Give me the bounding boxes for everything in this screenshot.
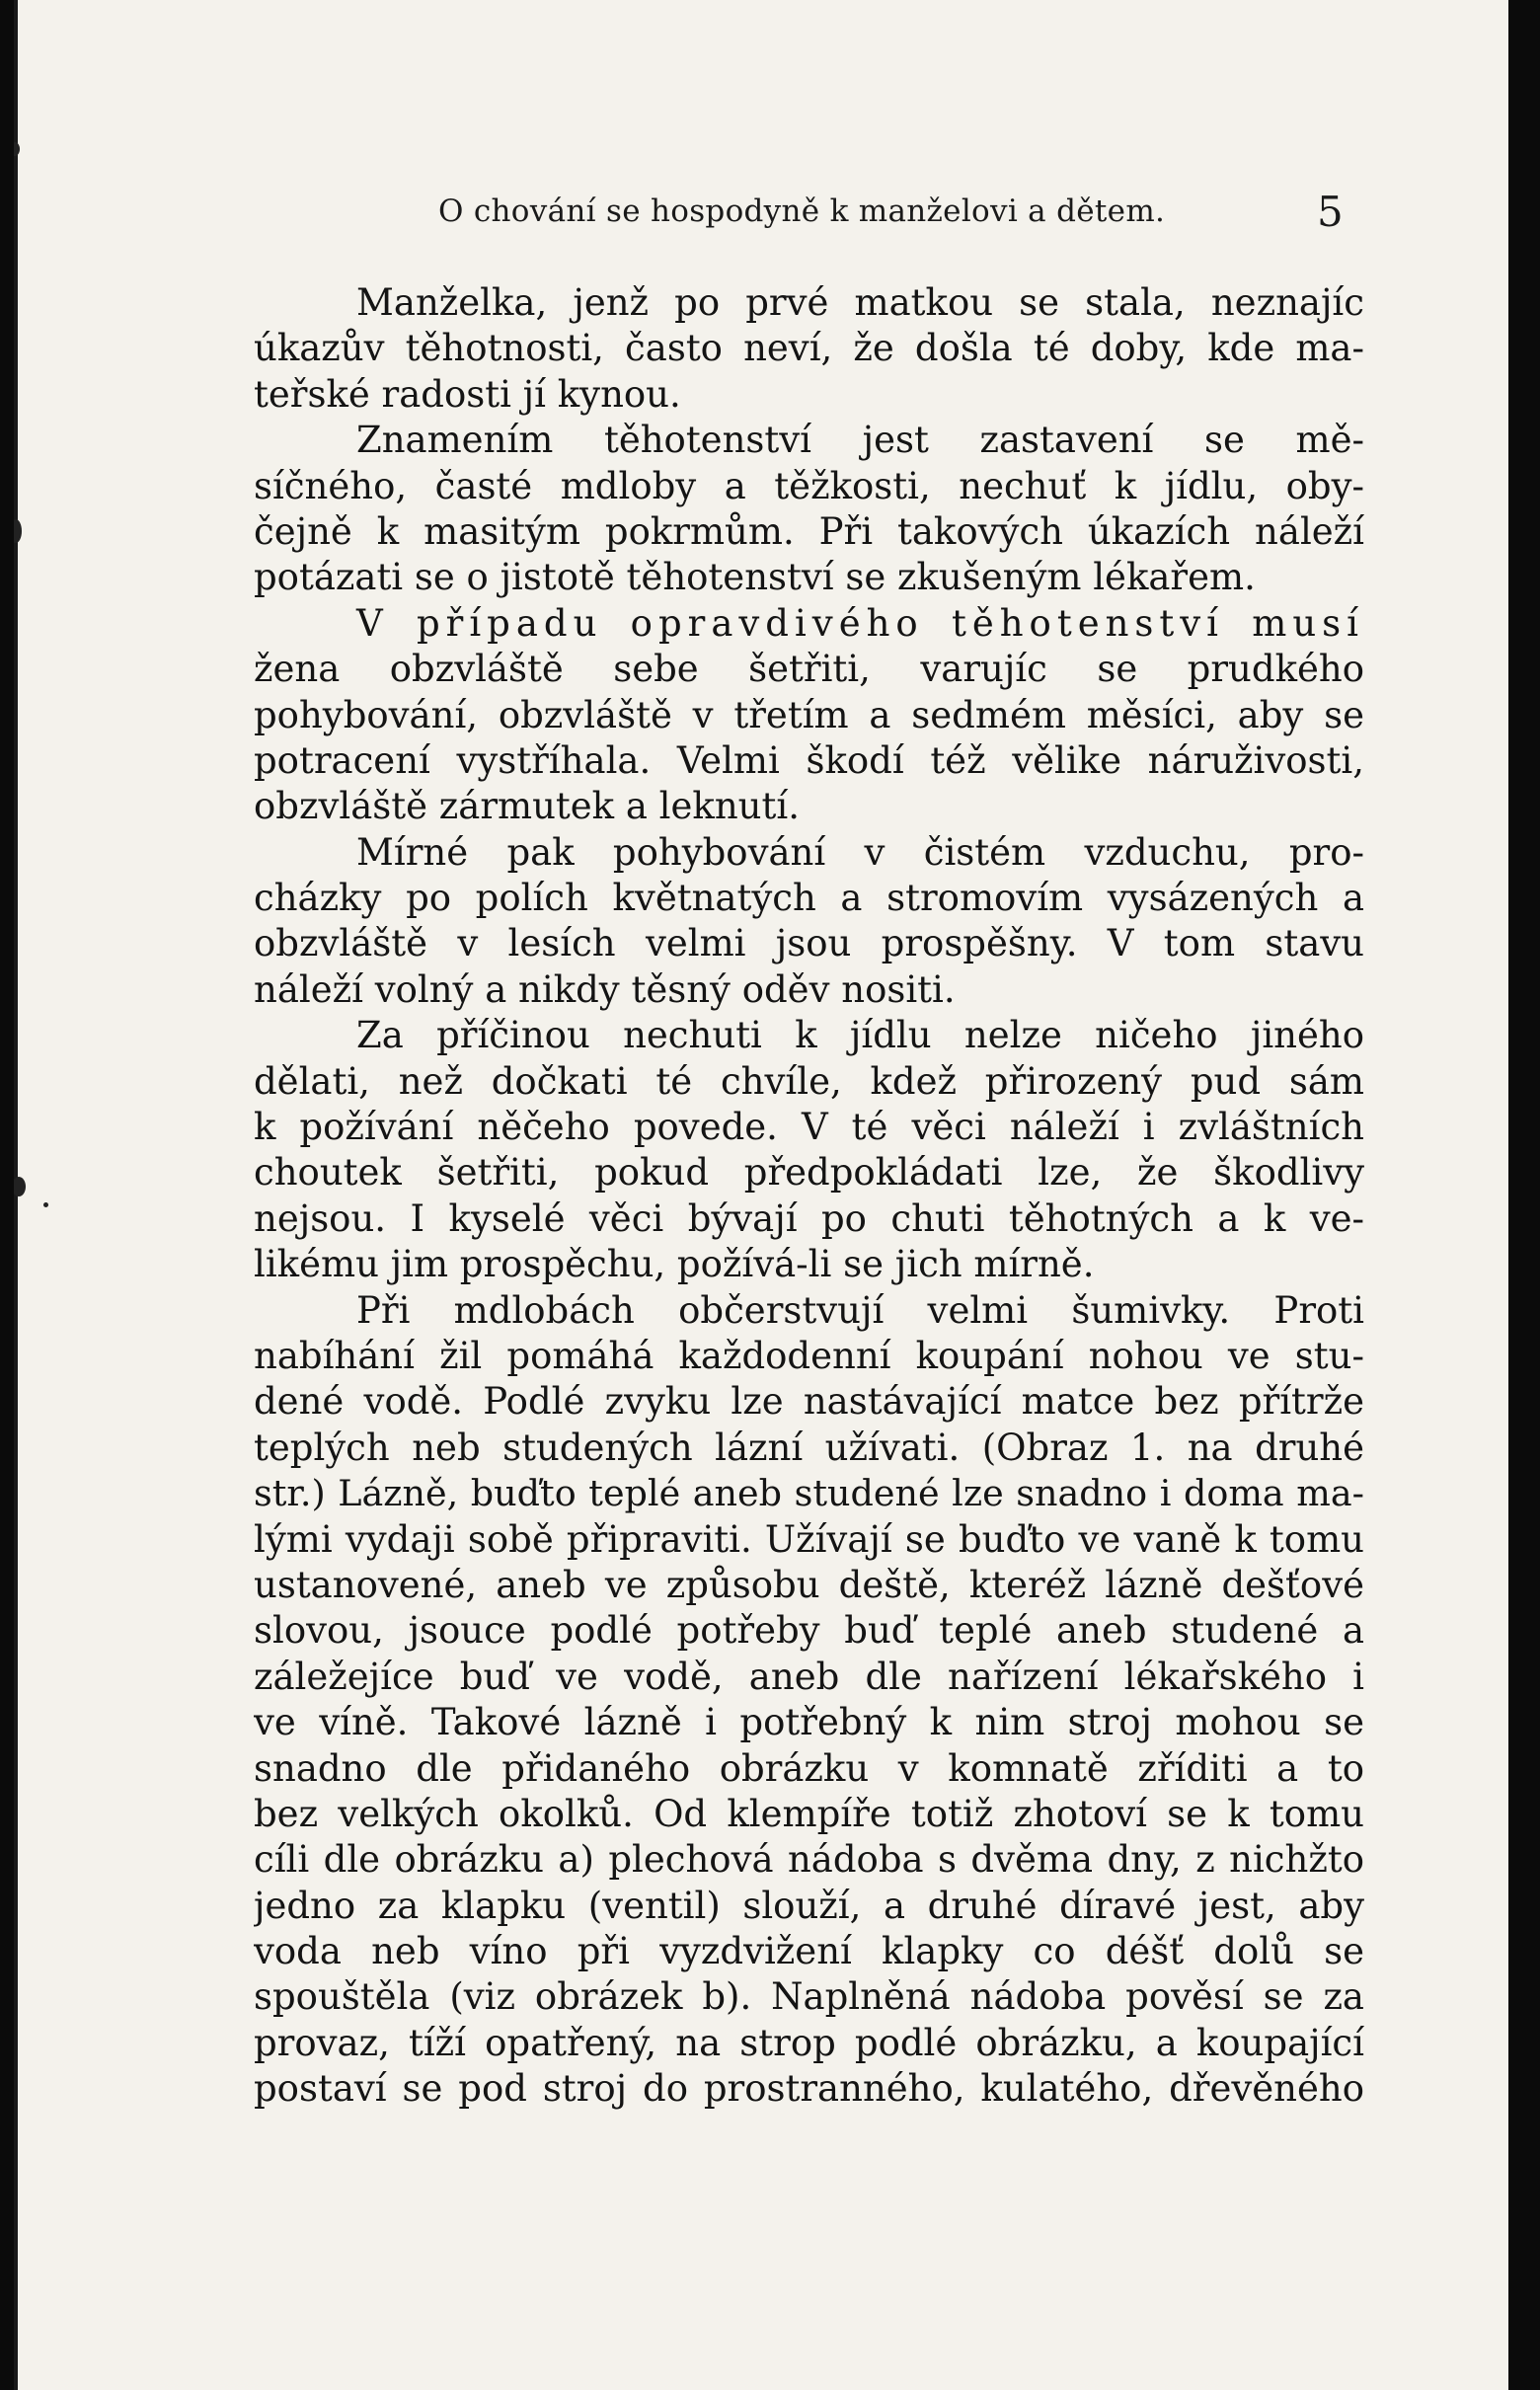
text-line: str.) Lázně, buďto teplé aneb studené lze snadno i doma ma- <box>254 1472 1364 1515</box>
text-line: bez velkých okolků. Od klempíře totiž zhotoví se k tomu <box>254 1792 1364 1835</box>
text-line: pohybování, obzvláště v třetím a sedmém měsíci, aby se <box>254 693 1364 736</box>
text-line: ve víně. Takové lázně i potřebný k nim stroj mohou se <box>254 1701 1364 1744</box>
text-line: Při mdlobách občerstvují velmi šumivky. Proti <box>356 1288 1364 1332</box>
text-line: spouštěla (viz obrázek b). Naplněná nádoba pověsí se za <box>254 1975 1364 2019</box>
text-line: snadno dle přidaného obrázku v komnatě zříditi a to <box>254 1746 1364 1790</box>
text-line: jedno za klapku (ventil) slouží, a druhé díravé jest, aby <box>254 1884 1364 1927</box>
text-line: dělati, než dočkati té chvíle, kdež přirozený pud sám <box>254 1059 1364 1103</box>
text-line: ustanovené, aneb ve způsobu deště, kteréž lázně dešťové <box>254 1563 1364 1606</box>
text-line: záležejíce buď ve vodě, aneb dle nařízení lékařského i <box>254 1655 1364 1698</box>
text-line: Za příčinou nechuti k jídlu nelze ničeho jiného <box>356 1014 1364 1057</box>
text-line: Znamením těhotenství jest zastavení se mě- <box>356 419 1364 462</box>
text-line: Mírné pak pohybování v čistém vzduchu, pro- <box>356 830 1364 874</box>
text-line: Manželka, jenž po prvé matkou se stala, neznajíc <box>356 281 1364 324</box>
document-page <box>14 0 1508 2390</box>
text-line: postaví se pod stroj do prostranného, kulatého, dřevěného <box>254 2067 1364 2111</box>
text-line: úkazův těhotnosti, často neví, že došla té doby, kde ma- <box>254 327 1364 370</box>
text-line: teplých neb studených lázní užívati. (Obraz 1. na druhé <box>254 1426 1364 1469</box>
running-header: O chování se hospodyně k manželovi a dětem. <box>438 193 1166 229</box>
text-line: potázati se o jistotě těhotenství se zkušeným lékařem. <box>254 556 1256 599</box>
ink-mark <box>14 1177 26 1196</box>
text-line: voda neb víno při vyzdvižení klapky co déšť dolů se <box>254 1930 1364 1973</box>
text-line: cíli dle obrázku a) plechová nádoba s dvěma dny, z nichžto <box>254 1838 1364 1882</box>
text-line: k požívání něčeho povede. V té věci náleží i zvláštních <box>254 1106 1364 1149</box>
text-line: síčného, časté mdloby a těžkosti, nechuť k jídlu, oby- <box>254 464 1364 507</box>
text-line: dené vodě. Podlé zvyku lze nastávající matce bez přítrže <box>254 1380 1364 1424</box>
text-line: nejsou. I kyselé věci bývají po chuti těhotných a k ve- <box>254 1196 1364 1240</box>
ink-mark <box>43 1202 48 1207</box>
ink-mark <box>14 142 20 156</box>
page-number: 5 <box>1317 188 1344 236</box>
text-line: slovou, jsouce podlé potřeby buď teplé aneb studené a <box>254 1609 1364 1653</box>
text-line: lými vydaji sobě připraviti. Užívají se buďto ve vaně k tomu <box>254 1517 1364 1561</box>
text-line: náleží volný a nikdy těsný oděv nositi. <box>254 967 956 1011</box>
text-line: čejně k masitým pokrmům. Při takových úkazích náleží <box>254 509 1364 553</box>
text-line: nabíhání žil pomáhá každodenní koupání nohou ve stu- <box>254 1334 1364 1377</box>
text-line: provaz, tíží opatřený, na strop podlé obrázku, a koupající <box>254 2021 1364 2064</box>
text-line: potracení vystříhala. Velmi škodí též vělike náruživosti, <box>254 738 1364 782</box>
text-line: choutek šetřiti, pokud předpokládati lze, že škodlivy <box>254 1151 1364 1195</box>
text-line: obzvláště v lesích velmi jsou prospěšny. V tom stavu <box>254 922 1364 965</box>
body-text <box>254 280 1364 2113</box>
text-line: V případu opravdivého těhotenství musí <box>356 601 1364 645</box>
text-line: teřské radosti jí kynou. <box>254 372 681 416</box>
text-line: obzvláště zármutek a leknutí. <box>254 785 800 828</box>
text-line: žena obzvláště sebe šetřiti, varujíc se prudkého <box>254 648 1364 691</box>
ink-mark <box>14 519 22 543</box>
text-line: cházky po polích květnatých a stromovím vysázených a <box>254 877 1364 920</box>
text-line: likému jim prospěchu, požívá-li se jich mírně. <box>254 1243 1095 1286</box>
